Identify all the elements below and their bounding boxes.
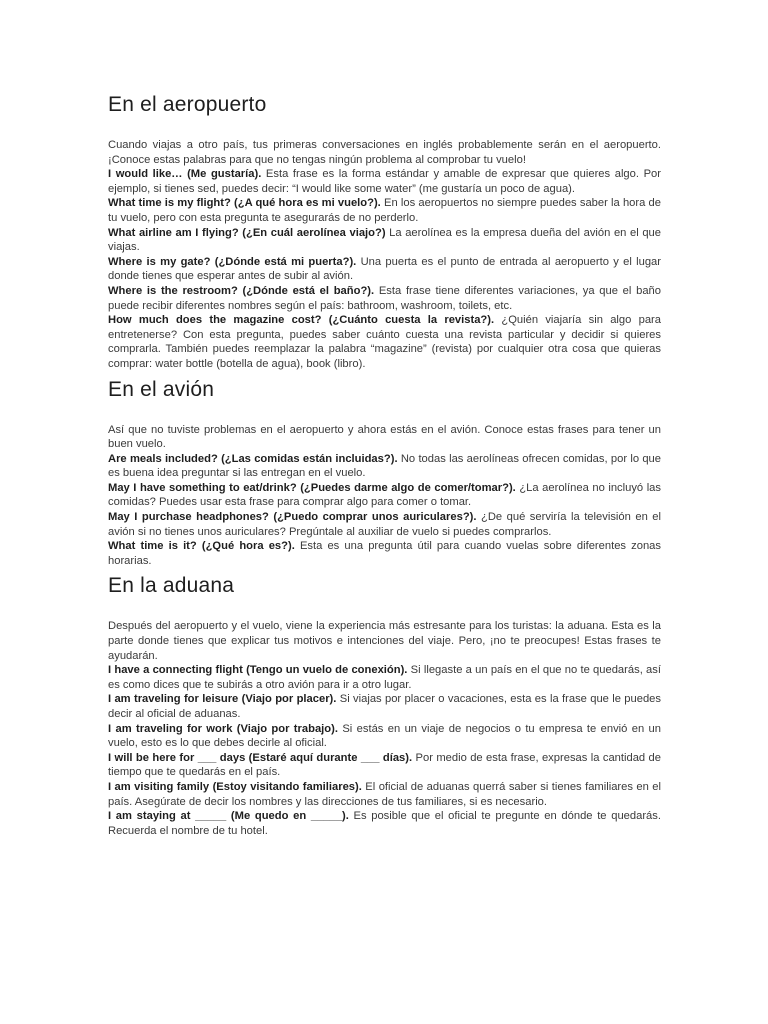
phrase-explanation: Esta frase es la forma estándar y amable de expresar que quieres algo. Por ejemplo, si tienes sed, puedes decir: “I would like some water” (me gustaría un poco de agua). — [108, 168, 661, 195]
section-intro: Así que no tuviste problemas en el aeropuerto y ahora estás en el avión. Conoce estas frases para tener un buen vuelo. — [108, 423, 661, 451]
document-page — [108, 92, 661, 838]
phrase-entry — [108, 313, 661, 371]
phrase-explanation: No todas las aerolíneas ofrecen comidas, por lo que es buena idea preguntar si las entregan en el vuelo. — [108, 452, 661, 480]
section-intro: Cuando viajas a otro país, tus primeras conversaciones en inglés probablemente serán en el aeropuerto. ¡Conoce estas palabras para que no tengas ningún problema al comprobar tu vuelo! — [108, 139, 661, 166]
section-intro: Después del aeropuerto y el vuelo, viene la experiencia más estresante para los turistas: la aduana. Esta es la parte donde tienes que explicar tus motivos e intenciones del viaje. Pero, ¡no te preocupes! Estas frases te ayudarán. — [108, 620, 661, 662]
phrase-entry — [108, 452, 661, 481]
phrase-explanation: Si viajas por placer o vacaciones, esta es la frase que le puedes decir al oficial de aduanas. — [108, 693, 661, 720]
phrase-english-spanish: What airline am I flying? (¿En cuál aerolínea viajo?) — [108, 226, 386, 239]
phrase-entry — [108, 539, 661, 568]
phrase-explanation: La aerolínea es la empresa dueña del avión en el que viajas. — [108, 226, 662, 254]
section-avion — [108, 377, 661, 569]
phrase-entry — [108, 284, 661, 313]
phrase-entry — [108, 751, 661, 780]
phrase-entry — [108, 167, 661, 196]
phrase-english-spanish: May I have something to eat/drink? (¿Puedes darme algo de comer/tomar?). — [108, 481, 516, 494]
phrase-entry — [108, 722, 661, 751]
phrase-entry — [108, 663, 661, 692]
phrase-explanation: En los aeropuertos no siempre puedes saber la hora de tu vuelo, pero con esta pregunta te asegurarás de no perderlo. — [108, 197, 661, 224]
phrase-entry — [108, 692, 661, 721]
phrase-explanation: Una puerta es el punto de entrada al aeropuerto y el lugar donde tienes que esperar antes de subir al avión. — [108, 255, 661, 283]
phrase-entry — [108, 481, 661, 510]
phrase-explanation: Es posible que el oficial te pregunte en dónde te quedarás. Recuerda el nombre de tu hotel. — [108, 810, 661, 837]
phrase-english-spanish: I would like… (Me gustaría). — [108, 168, 262, 181]
phrase-english-spanish: Where is my gate? (¿Dónde está mi puerta?). — [108, 255, 357, 268]
phrase-english-spanish: I am staying at _____ (Me quedo en _____). — [108, 810, 349, 823]
phrase-explanation: Esta frase tiene diferentes variaciones, ya que el baño puede recibir diferentes nombres según el país: bathroom, washroom, toilets, etc. — [108, 284, 661, 312]
phrase-explanation: El oficial de aduanas querrá saber si tienes familiares en el país. Asegúrate de decir los nombres y las direcciones de tus familiares, si es necesario. — [108, 780, 662, 808]
phrase-english-spanish: What time is my flight? (¿A qué hora es mi vuelo?). — [108, 197, 381, 210]
section-title: En la aduana — [108, 574, 235, 598]
phrase-english-spanish: I have a connecting flight (Tengo un vuelo de conexión). — [108, 664, 408, 677]
phrase-english-spanish: I am visiting family (Estoy visitando familiares). — [108, 780, 362, 793]
phrase-explanation: ¿La aerolínea no incluyó las comidas? Puedes usar esta frase para comprar algo para comer o tomar. — [108, 481, 661, 509]
phrase-english-spanish: What time is it? (¿Qué hora es?). — [108, 540, 295, 553]
section-title: En el avión — [108, 377, 215, 401]
section-aduana — [108, 573, 661, 838]
phrase-entry — [108, 226, 661, 255]
phrase-explanation: Si estás en un viaje de negocios o tu empresa te envió en un vuelo, esto es lo que debes decirle al oficial. — [108, 722, 661, 750]
section-title: En el aeropuerto — [108, 93, 267, 116]
phrase-explanation: Si llegaste a un país en el que no te quedarás, así es como dices que te subirás a otro avión para ir a otro lugar. — [108, 664, 661, 691]
phrase-explanation: ¿De qué serviría la televisión en el avión si no tienes unos auriculares? Pregúntale al auxiliar de vuelo si puedes comprarlos. — [108, 511, 661, 538]
phrase-entry — [108, 255, 661, 284]
phrase-explanation: Por medio de esta frase, expresas la cantidad de tiempo que te quedarás en el país. — [108, 751, 661, 779]
phrase-english-spanish: I am traveling for leisure (Viajo por placer). — [108, 693, 337, 706]
phrase-english-spanish: How much does the magazine cost? (¿Cuánto cuesta la revista?). — [108, 314, 495, 327]
phrase-english-spanish: May I purchase headphones? (¿Puedo comprar unos auriculares?). — [108, 511, 477, 524]
phrase-english-spanish: I will be here for ___ days (Estaré aquí durante ___ días). — [108, 751, 413, 764]
phrase-entry — [108, 780, 661, 809]
phrase-english-spanish: I am traveling for work (Viajo por trabajo). — [108, 722, 338, 735]
phrase-english-spanish: Are meals included? (¿Las comidas están incluidas?). — [108, 452, 398, 465]
section-aeropuerto — [108, 92, 661, 372]
phrase-explanation: Esta es una pregunta útil para cuando vuelas sobre diferentes zonas horarias. — [108, 540, 661, 567]
phrase-entry — [108, 196, 661, 225]
phrase-english-spanish: Where is the restroom? (¿Dónde está el baño?). — [108, 284, 375, 297]
phrase-explanation: ¿Quién viajaría sin algo para entretenerse? Con esta pregunta, puedes saber cuánto cuesta una revista particular y decidir si quieres comprarla. También puedes reemplazar la palabra “magazine” (revista) por cualquier otra cosa que quieras comprar: water bottle (botella de agua), book (libro). — [108, 314, 661, 370]
phrase-entry — [108, 510, 661, 539]
phrase-entry — [108, 809, 661, 838]
